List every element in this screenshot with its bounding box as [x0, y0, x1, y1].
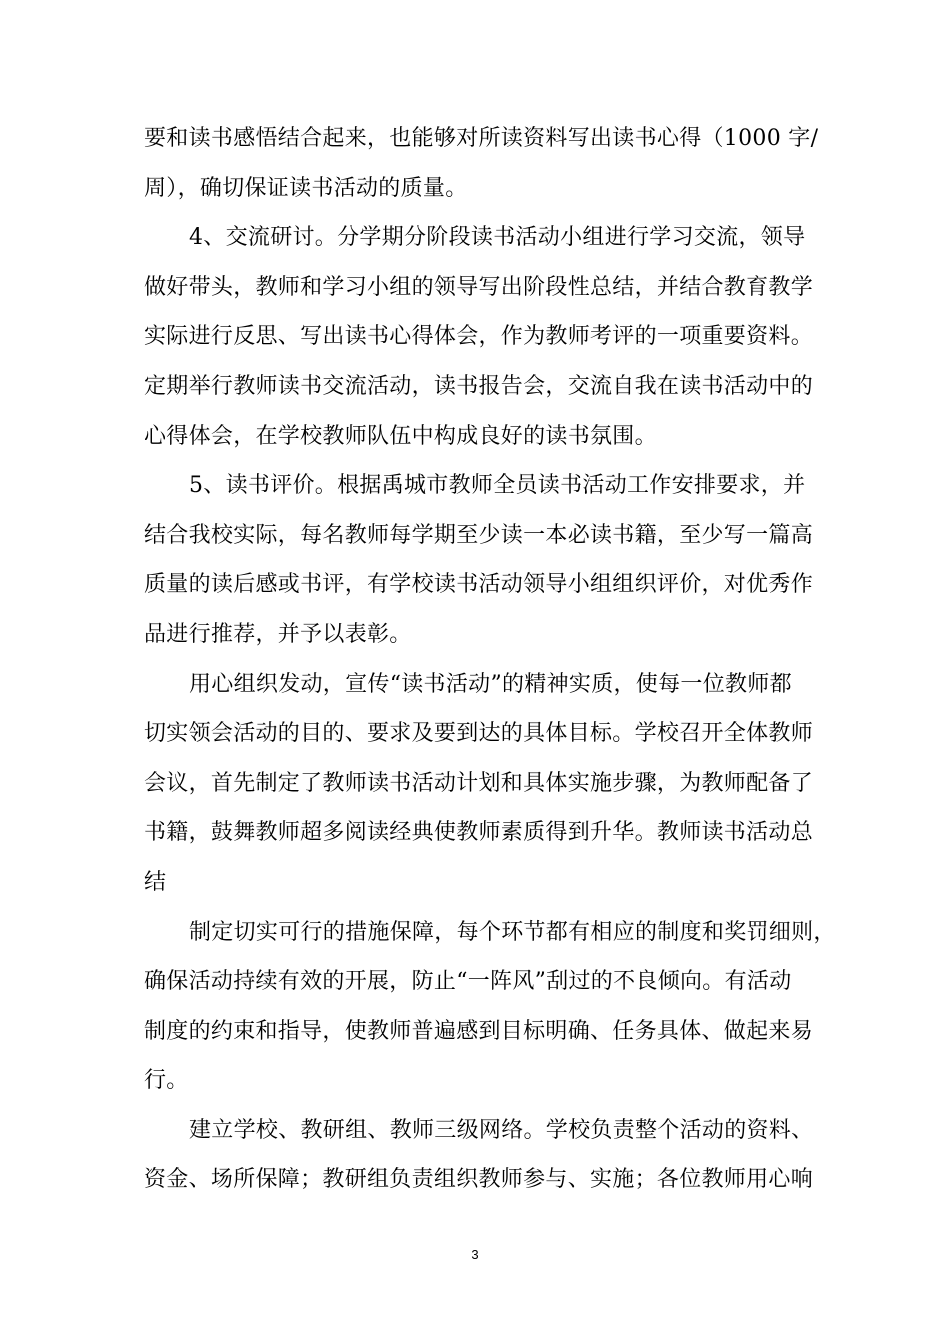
text-line: 心得体会，在学校教师队伍中构成良好的读书氛围。: [144, 423, 657, 449]
text-line: 4、交流研讨。分学期分阶段读书活动小组进行学习交流，领导: [189, 225, 806, 251]
text-line: 行。: [144, 1068, 189, 1094]
text-line: 定期举行教师读书交流活动，读书报告会，交流自我在读书活动中的: [144, 373, 814, 399]
text-line: 质量的读后感或书评，有学校读书活动领导小组组织评价，对优秀作: [144, 572, 814, 598]
paragraph-exchange-discussion: [144, 213, 814, 461]
text-line: 实际进行反思、写出读书心得体会，作为教师考评的一项重要资料。: [144, 324, 814, 350]
text-line: 资金、场所保障；教研组负责组织教师参与、实施；各位教师用心响: [144, 1167, 814, 1193]
text-line: 确保活动持续有效的开展，防止“一阵风”刮过的不良倾向。有活动: [144, 969, 792, 995]
text-line: 结合我校实际，每名教师每学期至少读一本必读书籍，至少写一篇高: [144, 522, 814, 548]
paragraph-network: [144, 1106, 814, 1205]
paragraph-reading-notes: [144, 114, 819, 213]
text-line: 书籍，鼓舞教师超多阅读经典使教师素质得到升华。教师读书活动总: [144, 820, 814, 846]
text-line: 制定切实可行的措施保障，每个环节都有相应的制度和奖罚细则，: [189, 919, 836, 945]
paragraph-measures: [144, 908, 836, 1106]
text-line: 切实领会活动的目的、要求及要到达的具体目标。学校召开全体教师: [144, 721, 814, 747]
text-line: 要和读书感悟结合起来，也能够对所读资料写出读书心得（1000 字/: [144, 126, 819, 151]
paragraph-reading-evaluation: [144, 461, 814, 659]
paragraph-mobilization: [144, 660, 814, 908]
document-body: [144, 114, 836, 1205]
text-line: 做好带头，教师和学习小组的领导写出阶段性总结，并结合教育教学: [144, 274, 814, 300]
text-line: 品进行推荐，并予以表彰。: [144, 621, 412, 647]
text-line: 周），确切保证读书活动的质量。: [144, 175, 468, 201]
text-line: 用心组织发动，宣传“读书活动”的精神实质，使每一位教师都: [189, 671, 792, 697]
page-number: 3: [471, 1247, 479, 1262]
text-line: 制度的约束和指导，使教师普遍感到目标明确、任务具体、做起来易: [144, 1018, 814, 1044]
text-line: 建立学校、教研组、教师三级网络。学校负责整个活动的资料、: [189, 1117, 814, 1143]
text-line: 5、读书评价。根据禹城市教师全员读书活动工作安排要求，并: [189, 473, 806, 499]
text-line: 会议，首先制定了教师读书活动计划和具体实施步骤，为教师配备了: [144, 770, 814, 796]
text-line: 结: [144, 869, 167, 895]
